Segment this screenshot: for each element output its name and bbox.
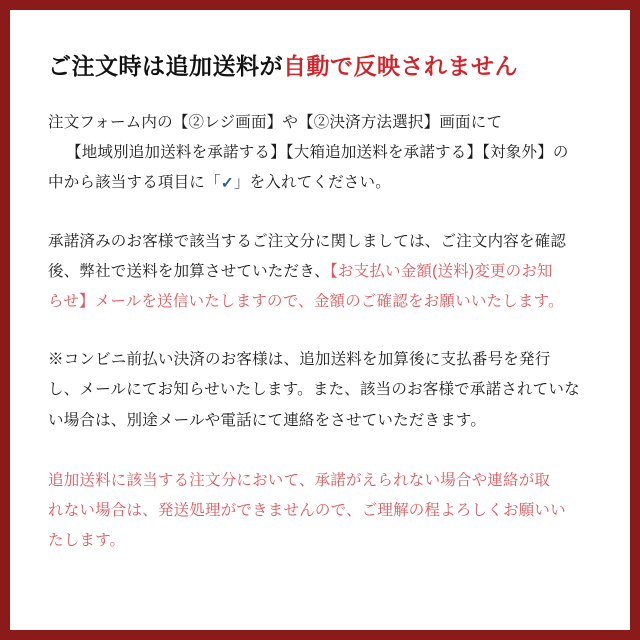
headline-red-part: 自動で反映されません bbox=[283, 53, 518, 79]
notice-card bbox=[10, 10, 630, 630]
page-title bbox=[48, 52, 592, 82]
paragraph-2-line-1: 承諾済みのお客様で該当するご注文分に関しましては、ご注文内容を確認 bbox=[48, 232, 567, 250]
paragraph-3-line-3: い場合は、別途メールや電話にて連絡をさせていただきます。 bbox=[48, 411, 487, 429]
paragraph-konbini-prepay bbox=[48, 345, 592, 436]
checkmark-icon: ✓ bbox=[220, 175, 234, 193]
paragraph-order-form bbox=[48, 108, 592, 199]
paragraph-4-line-3: たします。 bbox=[48, 532, 126, 550]
paragraph-3-line-1: ※コンビニ前払い決済のお客様は、追加送料を加算後に支払番号を発行 bbox=[48, 351, 551, 369]
paragraph-1-line-3-before: 中から該当する項目に「 bbox=[48, 174, 221, 192]
paragraph-2-line-2-red: 【お支払い金額(送料)変更のお知 bbox=[329, 262, 553, 280]
headline-black-part: ご注文時は追加送料が bbox=[48, 53, 283, 79]
paragraph-1-line-1: 注文フォーム内の【②レジ画面】や【②決済方法選択】画面にて bbox=[48, 113, 503, 131]
paragraph-1-line-3 bbox=[48, 168, 592, 198]
paragraph-payment-notice bbox=[48, 227, 592, 318]
paragraph-1-line-2 bbox=[48, 138, 592, 168]
paragraph-3-line-2: し、メールにてお知らせいたします。また、該当のお客様で承諾されていな bbox=[48, 381, 580, 399]
paragraph-1-line-3-after: 」を入れてください。 bbox=[233, 174, 391, 192]
paragraph-2-line-3: らせ】メールを送信いたしますので、金額のご確認をお願いいたします。 bbox=[48, 292, 564, 310]
paragraph-4-line-1: 追加送料に該当する注文分において、承諾がえられない場合や連絡が取 bbox=[48, 471, 551, 489]
paragraph-1-line-2-text: 【地域別追加送料を承諾する】【大箱追加送料を承諾する】【対象外】の bbox=[66, 144, 569, 162]
paragraph-2-line-2-before: 後、弊社で送料を加算させていただき、 bbox=[48, 262, 330, 280]
paragraph-2-line-2 bbox=[48, 257, 592, 287]
paragraph-shipping-warning bbox=[48, 466, 592, 557]
paragraph-4-line-2: れない場合は、発送処理ができませんので、ご理解の程よろしくお願いい bbox=[48, 502, 566, 520]
